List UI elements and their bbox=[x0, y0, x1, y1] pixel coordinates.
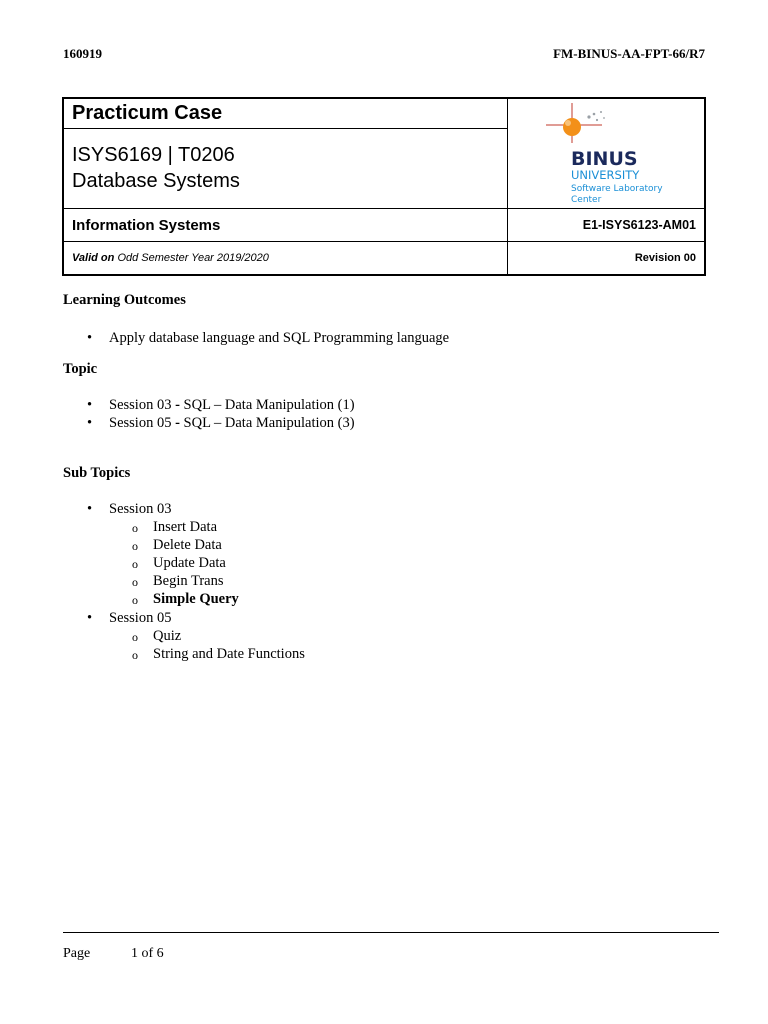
sub-bullet: o bbox=[132, 539, 138, 553]
logo-particle bbox=[596, 119, 598, 121]
practicum-case-table bbox=[62, 97, 706, 276]
logo-lab: Software Laboratory bbox=[571, 184, 663, 194]
logo-center: Center bbox=[571, 195, 602, 203]
sub-topic-item: Insert Data bbox=[153, 519, 218, 535]
course-cell bbox=[63, 128, 508, 208]
footer-rule bbox=[63, 932, 719, 933]
sub-bullet: o bbox=[132, 630, 138, 644]
learning-outcomes-heading: Learning Outcomes bbox=[63, 292, 186, 308]
topic-text: SQL – Data Manipulation (3) bbox=[183, 415, 355, 431]
valid-value: Odd Semester Year 2019/2020 bbox=[117, 252, 269, 264]
logo-particle bbox=[593, 113, 596, 116]
sub-topic-item: Simple Query bbox=[153, 591, 239, 607]
bullet: • bbox=[87, 415, 93, 431]
validity bbox=[63, 242, 508, 276]
logo-particle bbox=[587, 115, 590, 118]
revision: Revision 00 bbox=[508, 242, 706, 276]
footer-page-label: Page bbox=[63, 946, 91, 961]
sub-topic-item: Begin Trans bbox=[153, 573, 224, 589]
sub-bullet: o bbox=[132, 557, 138, 571]
topic-text: SQL – Data Manipulation (1) bbox=[183, 397, 355, 413]
sub-topic-item: Quiz bbox=[153, 628, 182, 644]
logo-particle bbox=[603, 117, 605, 119]
document-code: E1-ISYS6123-AM01 bbox=[508, 209, 706, 242]
outcome-item: Apply database language and SQL Programming language bbox=[109, 330, 450, 346]
sub-topic-item: Delete Data bbox=[153, 537, 222, 553]
topic-sep: - bbox=[171, 397, 184, 413]
topic-heading: Topic bbox=[63, 361, 98, 377]
topic-session: Session 03 bbox=[109, 397, 172, 413]
session-label: Session 03 bbox=[109, 501, 172, 517]
case-title: Practicum Case bbox=[63, 98, 508, 128]
sub-bullet: o bbox=[132, 521, 138, 535]
logo-cell bbox=[508, 98, 706, 209]
logo-highlight bbox=[565, 120, 571, 126]
logo-university: UNIVERSITY bbox=[571, 168, 640, 182]
session-label: Session 05 bbox=[109, 610, 172, 626]
bullet: • bbox=[87, 501, 93, 517]
course-code: ISYS6169 | T0206 bbox=[72, 144, 235, 167]
sub-bullet: o bbox=[132, 593, 138, 607]
sub-topic-item: String and Date Functions bbox=[153, 646, 305, 662]
sub-topics-heading: Sub Topics bbox=[63, 465, 131, 481]
form-code: FM-BINUS-AA-FPT-66/R7 bbox=[553, 46, 705, 61]
logo-particle bbox=[600, 111, 602, 113]
footer-page-number: 1 of 6 bbox=[131, 946, 164, 961]
sub-bullet: o bbox=[132, 648, 138, 662]
sub-topic-item: Update Data bbox=[153, 555, 226, 571]
sub-bullet: o bbox=[132, 575, 138, 589]
topic-session: Session 05 bbox=[109, 415, 172, 431]
binus-logo bbox=[536, 99, 676, 203]
bullet: • bbox=[87, 330, 93, 346]
topic-item bbox=[109, 397, 355, 414]
logo-orange-circle bbox=[563, 118, 581, 136]
valid-label: Valid on bbox=[72, 252, 115, 264]
topic-sep: - bbox=[171, 415, 184, 431]
topic-item bbox=[109, 415, 355, 432]
bullet: • bbox=[87, 397, 93, 413]
bullet: • bbox=[87, 610, 93, 626]
doc-date-code: 160919 bbox=[63, 46, 102, 61]
department: Information Systems bbox=[63, 209, 508, 242]
course-name: Database Systems bbox=[72, 170, 240, 193]
logo-name: BINUS bbox=[571, 148, 638, 170]
